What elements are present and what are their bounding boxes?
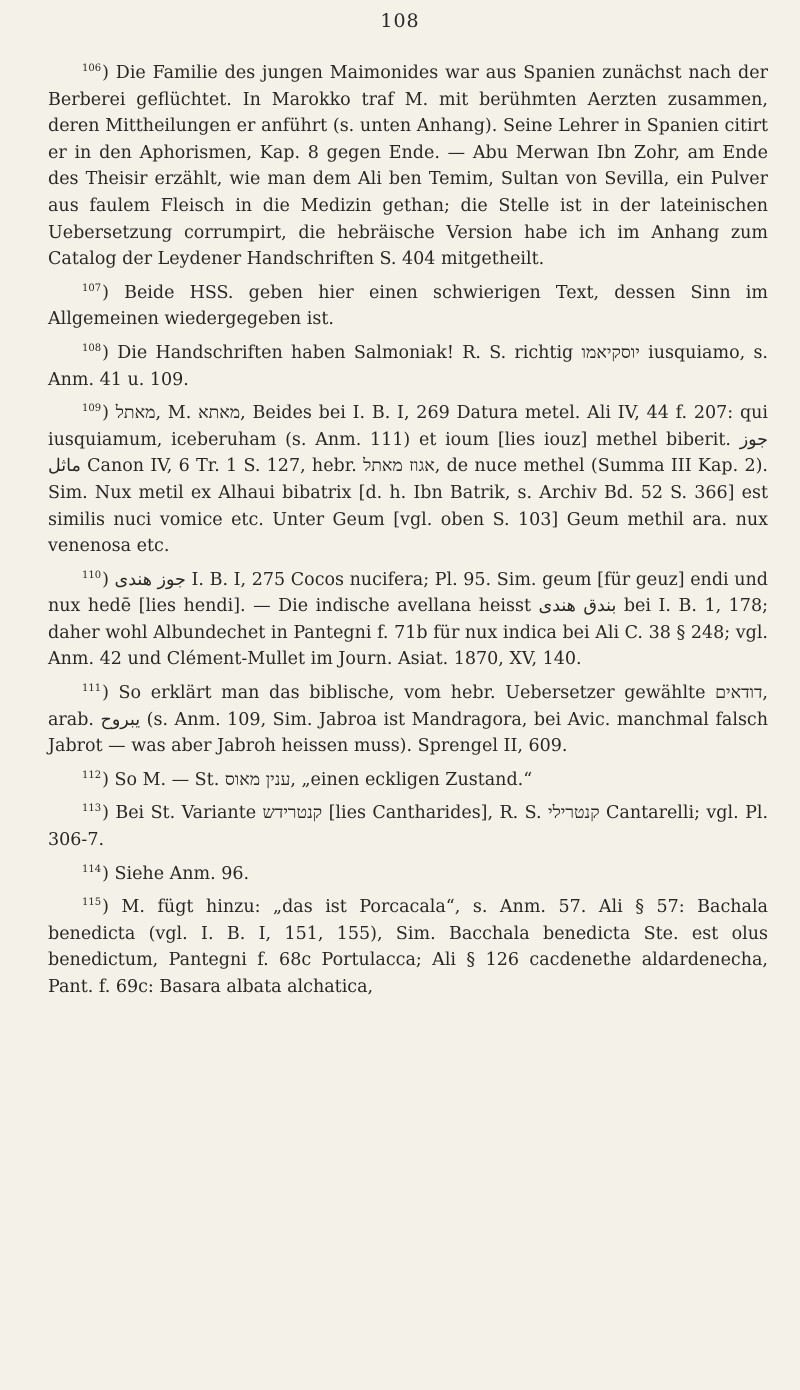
footnote-109 <box>48 396 768 560</box>
footnote-number: 106 <box>82 63 102 74</box>
footnote-text: ) מאתל, M. מאתא, Beides bei I. B. I, 269 Datura metel. Ali IV, 44 f. 207: qui iusquiamum, iceberuham (s. Anm. 111) et ioum [lies iouz] methel biberit. جوز ماثل Canon IV, 6 Tr. 1 S. 127, hebr. אגוז מאתל, de nuce methel (Summa III Kap. 2). Sim. Nux metil ex Alhaui bibatrix [d. h. Ibn Batrik, s. Archiv Bd. 52 S. 366] est similis nuci vomice etc. Unter Geum [vgl. oben S. 103] Geum methil ara. nux venenosa etc. <box>48 403 769 557</box>
footnote-text: ) Die Familie des jungen Maimonides war aus Spanien zunächst nach der Berberei geflüchtet. In Marokko traf M. mit berühmten Aerzten zusammen, deren Mittheilungen er anführt (s. unten Anhang). Seine Lehrer in Spanien citirt er in den Aphorismen, Kap. 8 gegen Ende. — Abu Merwan Ibn Zohr, am Ende des Theisir erzählt, wie man dem Ali ben Temim, Sultan von Sevilla, ein Pulver aus faulem Fleisch in die Medizin gethan; die Stelle ist in der lateinischen Uebersetzung corrumpirt, die hebräische Version habe ich im Anhang zum Catalog der Leydener Handschriften S. 404 mitgetheilt. <box>48 63 768 270</box>
footnote-number: 112 <box>82 769 102 781</box>
footnote-115 <box>48 890 768 1000</box>
footnote-number: 114 <box>82 863 102 875</box>
footnote-number: 110 <box>82 569 102 581</box>
footnote-number: 107 <box>82 282 102 294</box>
footnote-108 <box>48 336 768 393</box>
footnote-text: ) Die Handschriften haben Salmoniak! R. S. richtig יוסקיאמו iusquiamo, s. Anm. 41 u. 109. <box>48 342 768 390</box>
footnote-text: ) So erklärt man das biblische, vom hebr. Uebersetzer gewählte דודאים, arab. يبروح (s. Anm. 109, Sim. Jabroa ist Mandragora, bei Avic. manchmal falsch Jabrot — was aber Jabroh heissen muss). Sprengel II, 609. <box>48 683 769 757</box>
footnote-112 <box>48 763 768 794</box>
footnote-text: ) جوز هندى I. B. I, 275 Cocos nucifera; Pl. 95. Sim. geum [für geuz] endi und nux hedē [lies hendi]. — Die indische avellana heisst بندق هندى bei I. B. 1, 178; daher wohl Albundechet in Pantegni f. 71b für nux indica bei Ali C. 38 § 248; vgl. Anm. 42 und Clément-Mullet im Journ. Asiat. 1870, XV, 140. <box>48 569 768 670</box>
footnote-107 <box>48 276 768 333</box>
footnote-number: 115 <box>82 897 102 909</box>
footnotes <box>48 56 768 1004</box>
footnote-114 <box>48 857 768 888</box>
footnote-110 <box>48 563 768 673</box>
page-number: 108 <box>380 10 420 32</box>
footnote-number: 111 <box>82 683 102 695</box>
footnote-number: 109 <box>82 403 102 415</box>
footnote-text: ) Bei St. Variante קנטרידש [lies Cantharides], R. S. קנטרילי Cantarelli; vgl. Pl. 306-7. <box>48 803 769 851</box>
footnote-113 <box>48 796 768 853</box>
footnote-111 <box>48 676 768 760</box>
footnote-106 <box>48 56 768 273</box>
footnote-text: ) M. fügt hinzu: „das ist Porcacala“, s. Anm. 57. Ali § 57: Bachala benedicta (vgl. I. B. I, 151, 155), Sim. Bacchala benedicta Ste. est olus benedictum, Pantegni f. 68c Portulacca; Ali § 126 cacdenethe aldardenecha, Pant. f. 69c: Basara albata alchatica, <box>48 897 768 997</box>
footnote-text: ) Beide HSS. geben hier einen schwierigen Text, dessen Sinn im Allgemeinen wiedergegeben ist. <box>48 282 768 330</box>
footnote-text: ) Siehe Anm. 96. <box>102 863 250 884</box>
footnote-number: 108 <box>82 342 102 354</box>
footnote-text: ) So M. — St. ענין מאוס, „einen eckligen Zustand.“ <box>102 769 533 790</box>
footnote-number: 113 <box>82 803 102 815</box>
